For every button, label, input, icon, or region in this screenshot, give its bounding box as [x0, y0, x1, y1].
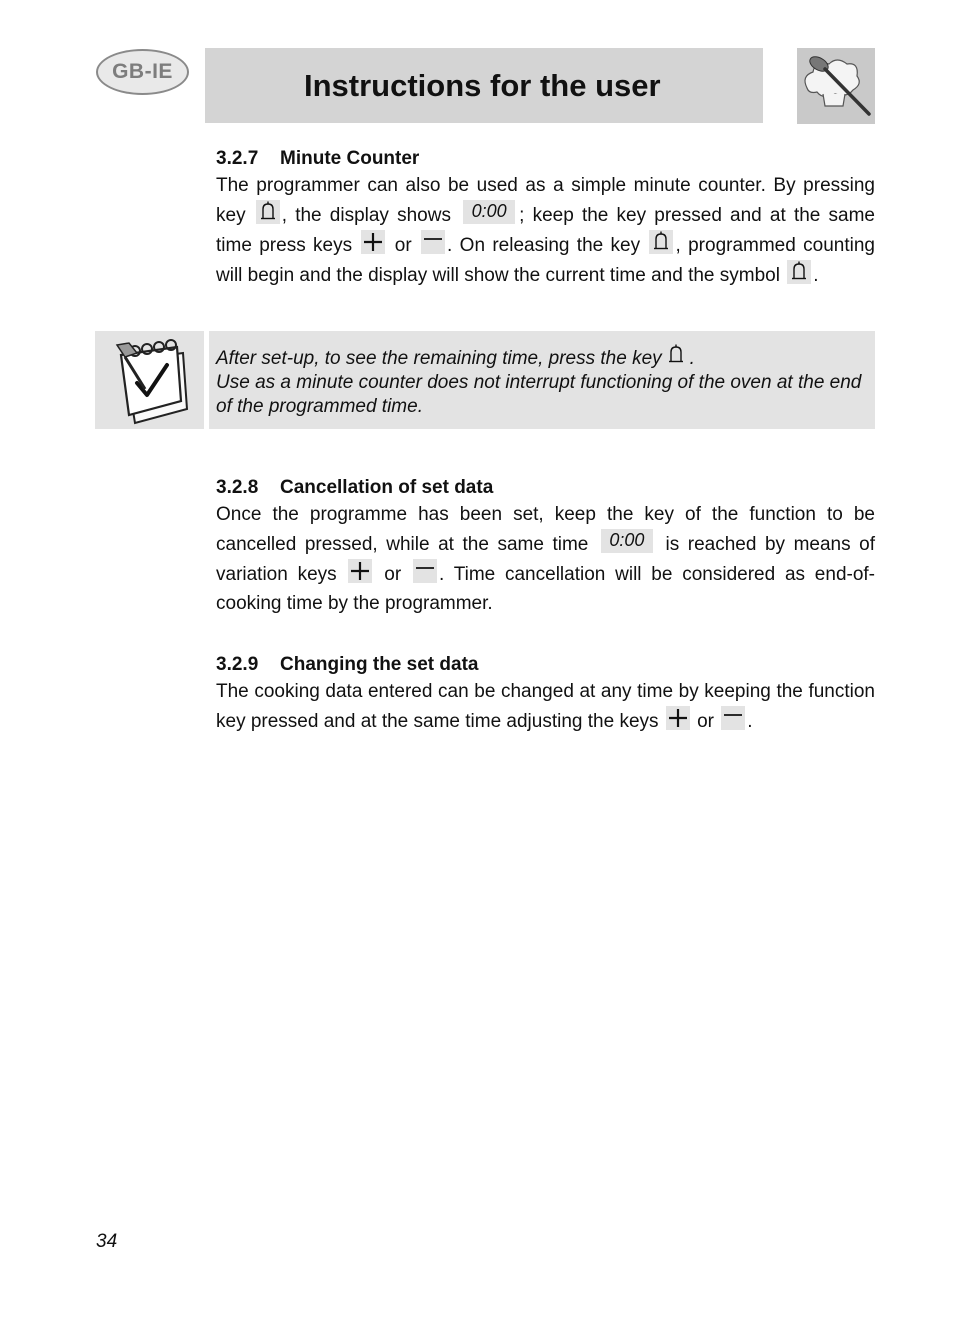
section-minute-counter	[216, 147, 875, 290]
section-number: 3.2.7	[216, 148, 259, 169]
note-box	[209, 331, 875, 429]
plus-icon	[666, 706, 690, 730]
plus-icon	[348, 559, 372, 583]
section-body: The cooking data entered can be changed at any time by keeping the function key pressed and at the same time adjusting the keys or .	[216, 681, 875, 732]
bell-icon	[256, 200, 280, 224]
header-bar	[205, 48, 763, 123]
section-title: Changing the set data	[280, 654, 479, 675]
section-number: 3.2.9	[216, 654, 259, 675]
minus-icon	[421, 230, 445, 254]
section-changing-data	[216, 653, 875, 736]
section-number: 3.2.8	[216, 477, 259, 498]
note-line-2: Use as a minute counter does not interrupt functioning of the oven at the end of the programmed time.	[216, 372, 862, 417]
minus-icon	[413, 559, 437, 583]
section-body: The programmer can also be used as a simple minute counter. By pressing key , the display shows 0:00 ; keep the key pressed and at the same time press keys or . On releasing the key , programmed counting will begin and the display will show the current time and the symbol .	[216, 175, 875, 286]
language-badge: GB-IE	[96, 49, 189, 95]
display-readout: 0:00	[463, 200, 515, 224]
page-number: 34	[96, 1231, 118, 1252]
note-line-1: After set-up, to see the remaining time, press the key .	[216, 343, 869, 371]
section-cancellation	[216, 476, 875, 618]
minus-icon	[721, 706, 745, 730]
notepad-check-icon	[95, 331, 204, 429]
bell-icon	[787, 260, 811, 284]
section-body: Once the programme has been set, keep the key of the function to be cancelled pressed, while at the same time 0:00 is reached by means of variation keys or . Time cancellation will be considered as end-of-cooking time by the programmer.	[216, 504, 876, 614]
display-readout: 0:00	[601, 529, 653, 553]
bell-icon	[649, 230, 673, 254]
chef-spoon-icon	[797, 48, 875, 124]
section-heading	[216, 476, 875, 500]
page-title: Instructions for the user	[304, 67, 661, 103]
section-title: Minute Counter	[280, 148, 420, 169]
section-title: Cancellation of set data	[280, 477, 494, 498]
section-heading	[216, 147, 875, 171]
plus-icon	[361, 230, 385, 254]
section-heading	[216, 653, 875, 677]
bell-icon	[664, 343, 688, 367]
